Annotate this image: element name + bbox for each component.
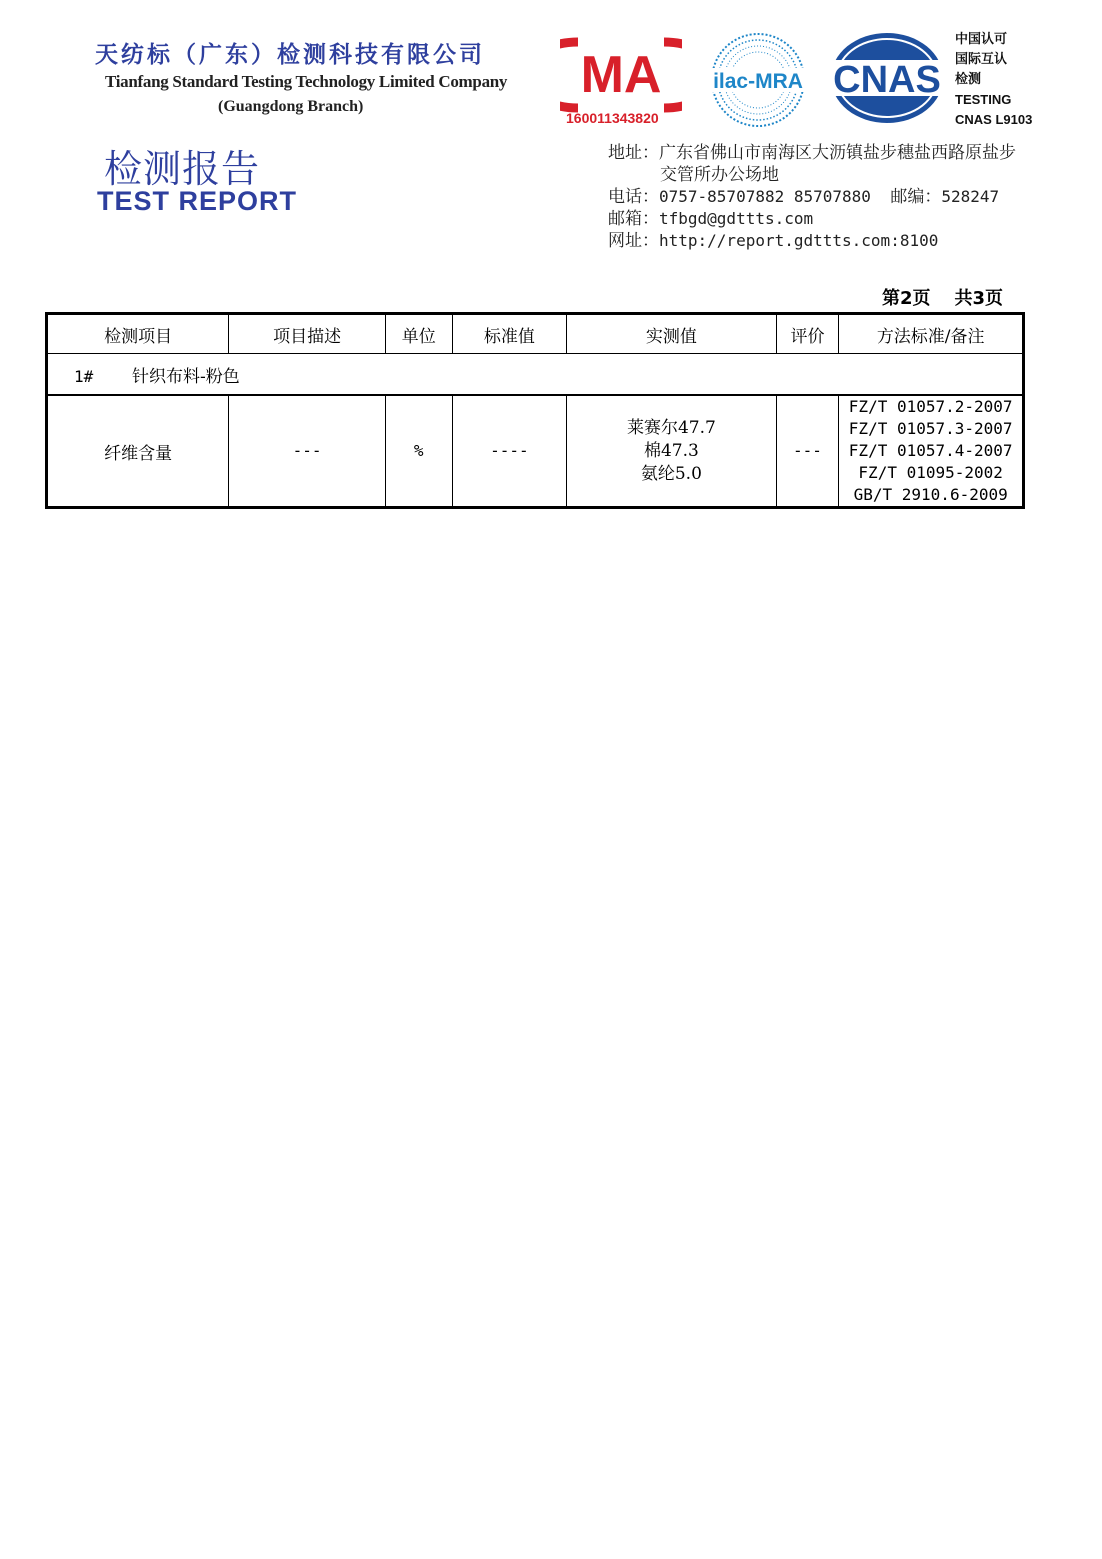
cnas-logo [828, 30, 946, 126]
sample-cell [47, 354, 1024, 396]
method-line: FZ/T 01057.3-2007 [848, 419, 1013, 438]
address-value: 广东省佛山市南海区大沥镇盐步穗盐西路原盐步 [659, 143, 1016, 163]
page-indicator [882, 284, 1003, 310]
phone-label: 电话： [608, 187, 659, 207]
sample-row [47, 354, 1024, 396]
measured-value-line: 氨纶5.0 [640, 463, 702, 484]
header-measured-value: 实测值 [567, 314, 776, 354]
table-row [47, 395, 1024, 508]
method-line: FZ/T 01095-2002 [858, 463, 1003, 482]
phone-value: 0757-85707882 85707880 [659, 187, 871, 206]
email-value: tfbgd@gdttts.com [659, 209, 814, 228]
cell-evaluation: --- [776, 395, 839, 508]
cell-test-item: 纤维含量 [47, 395, 229, 508]
cma-logo-text: MA [580, 46, 662, 104]
cell-description: --- [229, 395, 385, 508]
header-standard-value: 标准值 [452, 314, 567, 354]
email-line [608, 208, 1016, 230]
website-link[interactable]: http://report.gdttts.com:8100 [659, 231, 939, 250]
header-evaluation: 评价 [776, 314, 839, 354]
page-current: 第2页 [882, 288, 931, 309]
company-name-cn: 天纺标（广东）检测科技有限公司 [95, 42, 485, 68]
company-branch: (Guangdong Branch) [218, 98, 364, 115]
table-header-row [47, 314, 1024, 354]
cnas-side-line: 中国认可 [955, 32, 1008, 47]
cnas-side-line: 检测 [955, 72, 982, 87]
report-title-cn: 检测报告 [104, 147, 261, 191]
method-line: FZ/T 01057.4-2007 [848, 441, 1013, 460]
sample-id: 1# [74, 366, 94, 386]
sample-name: 针织布料-粉色 [132, 366, 240, 387]
header-description: 项目描述 [229, 314, 385, 354]
address-line-2: 交管所办公场地 [660, 165, 779, 185]
contact-info [608, 142, 1016, 252]
cnas-side-line: 国际互认 [955, 52, 1008, 67]
header-unit: 单位 [385, 314, 452, 354]
ilac-mra-logo-text: ilac-MRA [713, 70, 803, 93]
address-line [608, 142, 1016, 164]
cnas-side-line: CNAS L9103 [955, 112, 1033, 127]
measured-value-line: 莱赛尔47.7 [626, 417, 716, 438]
ilac-mra-logo [708, 26, 808, 134]
cnas-side-text [955, 30, 1032, 130]
website-line [608, 230, 1016, 252]
measured-value-line: 棉47.3 [643, 440, 699, 461]
cma-number: 160011343820 [566, 110, 659, 126]
header-method: 方法标准/备注 [839, 314, 1024, 354]
postcode-label: 邮编： [890, 187, 942, 207]
email-label: 邮箱： [608, 209, 659, 229]
page-total: 共3页 [954, 288, 1004, 309]
website-label: 网址： [608, 231, 659, 251]
phone-line [608, 186, 1016, 208]
header-test-item: 检测项目 [47, 314, 229, 354]
cell-unit: % [385, 395, 452, 508]
cell-measured-value [567, 395, 776, 508]
report-title-en: TEST REPORT [97, 186, 298, 216]
cell-standard-value: ---- [452, 395, 567, 508]
cnas-logo-text: CNAS [833, 59, 941, 101]
cnas-side-line: TESTING [955, 92, 1012, 107]
company-name-en: Tianfang Standard Testing Technology Limited Company [105, 72, 508, 91]
cell-method [839, 395, 1024, 508]
test-result-table [45, 312, 1025, 509]
method-line: GB/T 2910.6-2009 [853, 485, 1008, 504]
address-label: 地址： [608, 143, 659, 163]
postcode-value: 528247 [941, 187, 1000, 206]
method-line: FZ/T 01057.2-2007 [848, 397, 1013, 416]
